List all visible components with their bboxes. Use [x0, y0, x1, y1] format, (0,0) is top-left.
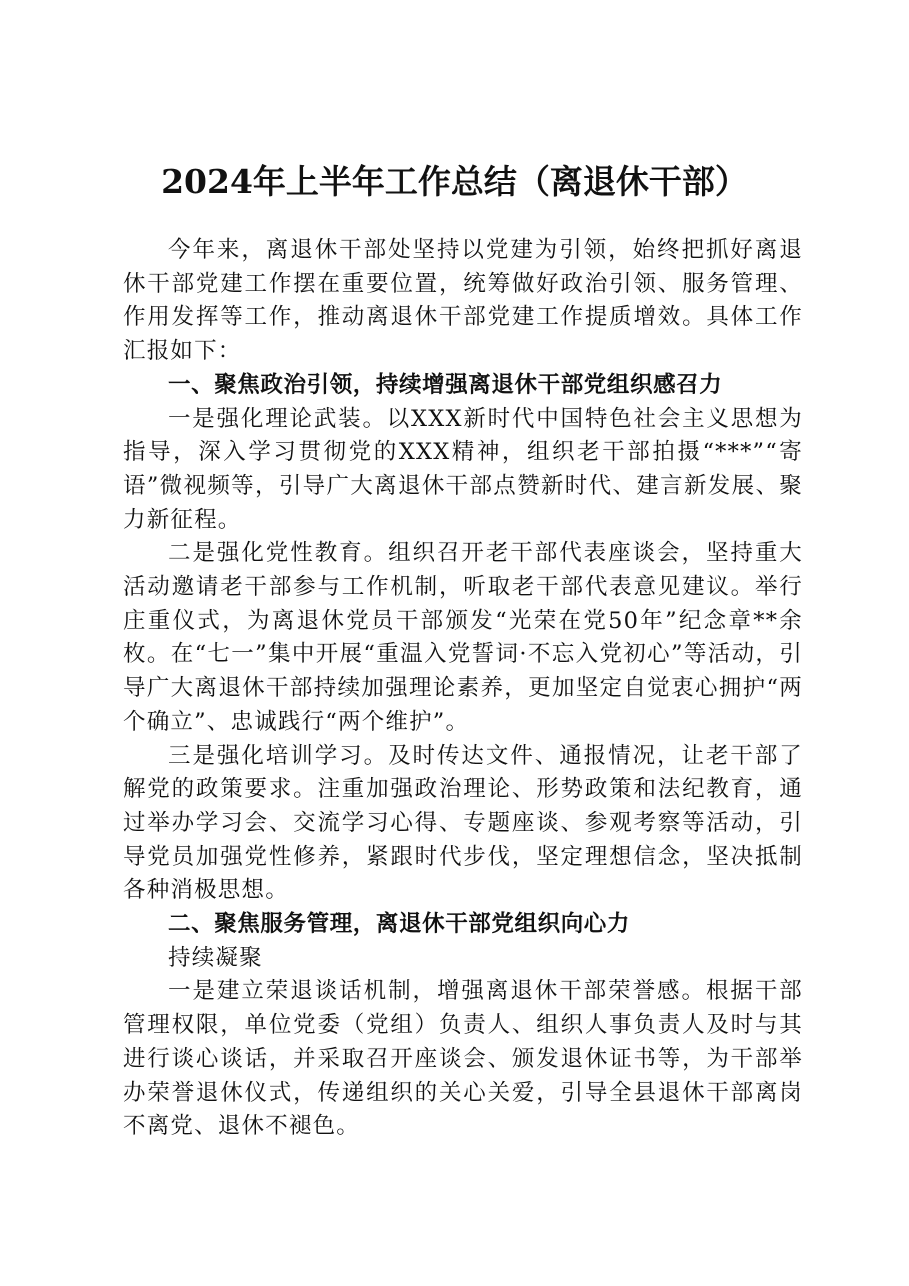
body-paragraph: 持续凝聚 [168, 944, 263, 971]
body-paragraph: 一是建立荣退谈话机制，增强离退休干部荣誉感。根据干部管理权限，单位党委（党组）负责人、组织人事负责人及时与其进行谈心谈话，并采取召开座谈会、颁发退休证书等，为干部举办荣誉退休仪式，传递组织的关心关爱，引导全县退休干部离岗不离党、退休不褪色。 [123, 978, 803, 1140]
body-paragraph: 三是强化培训学习。及时传达文件、通报情况，让老干部了解党的政策要求。注重加强政治理论、形势政策和法纪教育，通过举办学习会、交流学习心得、专题座谈、参观考察等活动，引导党员加强党性修养，紧跟时代步伐，坚定理想信念，坚决抵制各种消极思想。 [123, 742, 803, 904]
body-paragraph: 二是强化党性教育。组织召开老干部代表座谈会，坚持重大活动邀请老干部参与工作机制，听取老干部代表意见建议。举行庄重仪式，为离退休党员干部颁发“光荣在党50年”纪念章**余枚。在“七一”集中开展“重温入党誓词·不忘入党初心”等活动，引导广大离退休干部持续加强理论素养，更加坚定自觉衷心拥护“两个确立”、忠诚践行“两个维护”。 [123, 540, 803, 735]
document-body [123, 234, 803, 1144]
section-heading-1: 一、聚焦政治引领，持续增强离退休干部党组织感召力 [168, 371, 723, 398]
section-heading-2: 二、聚焦服务管理，离退休干部党组织向心力 [168, 911, 631, 938]
document-title: 2024年上半年工作总结（离退休干部） [161, 162, 748, 201]
body-paragraph: 一是强化理论武装。以XXX新时代中国特色社会主义思想为指导，深入学习贯彻党的XXX精神，组织老干部拍摄“***”“寄语”微视频等，引导广大离退休干部点赞新时代、建言新发展、聚力新征程。 [123, 405, 803, 533]
intro-paragraph: 今年来，离退休干部处坚持以党建为引领，始终把抓好离退休干部党建工作摆在重要位置，统筹做好政治引领、服务管理、作用发挥等工作，推动离退休干部党建工作提质增效。具体工作汇报如下： [123, 237, 803, 365]
